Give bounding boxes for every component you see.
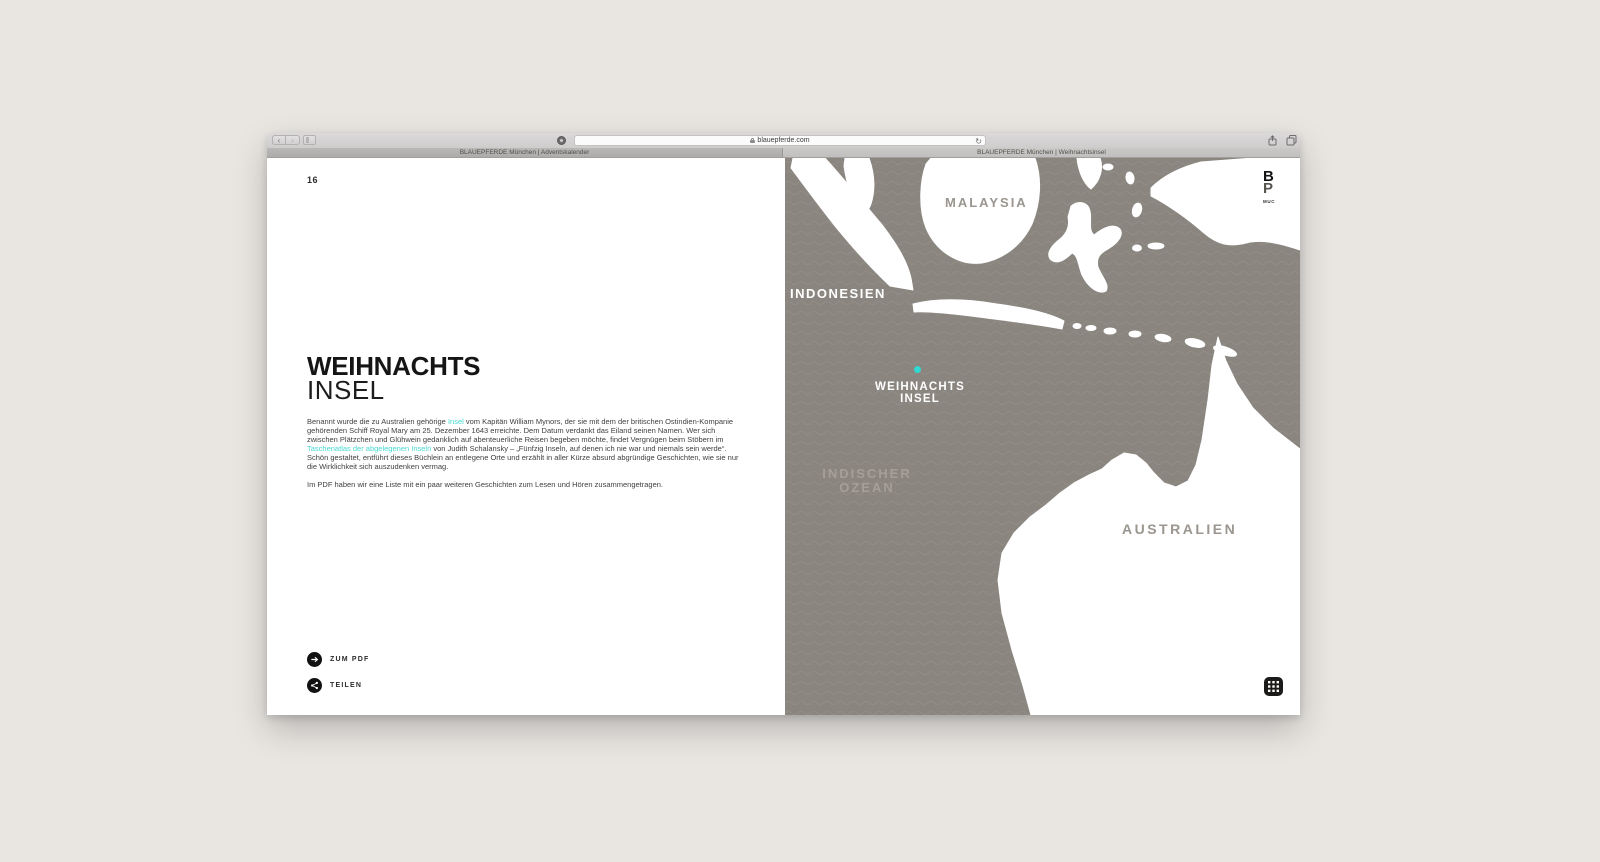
page-title-line1: WEIHNACHTS <box>307 351 481 381</box>
island-label-line1: WEIHNACHTS <box>875 381 965 393</box>
island-marker[interactable] <box>914 366 921 373</box>
extension-icon[interactable] <box>557 136 566 145</box>
tab-bar <box>267 148 1300 158</box>
browser-toolbar <box>267 133 1300 149</box>
tab-title: BLAUEPFERDE München | Adventskalender <box>459 149 590 156</box>
ocean-label-line2: OZEAN <box>839 479 895 495</box>
logo-muc: MUC <box>1263 199 1276 204</box>
sidebar-toggle-icon[interactable] <box>303 135 316 145</box>
arrow-right-icon <box>307 652 322 667</box>
map-label-indischer-ozean <box>807 467 927 494</box>
map-label-weihnachtsinsel <box>840 382 1000 405</box>
tab-overview-icon[interactable] <box>1286 135 1297 146</box>
share-icon[interactable] <box>1267 135 1278 146</box>
map-label-australien: AUSTRALIEN <box>1122 521 1238 537</box>
tab-title: BLAUEPFERDE München | Weihnachtsinsel <box>977 149 1106 156</box>
zum-pdf-label: ZUM PDF <box>330 656 370 663</box>
nav-button-group <box>272 135 300 145</box>
page-title <box>307 351 481 405</box>
reload-icon[interactable]: ↻ <box>975 137 982 146</box>
article-paragraph-1 <box>307 417 745 471</box>
island-label-line2: INSEL <box>900 392 940 405</box>
tab-weihnachtsinsel[interactable] <box>783 148 1300 157</box>
paragraph-text: von Judith Schalansky – „Fünfzig Inseln, auf denen ich nie war und niemals sein werde“. Schön gestaltet, entführt dieses Büchlein an entlegene Orte und erzählt in aller Kürze absurd abgründige Geschichten, wie sie nur die Wirklichkeit sich auszudenken vermag. <box>307 444 739 471</box>
logo-letter-p: P <box>1263 180 1274 197</box>
share-nodes-icon <box>307 678 322 693</box>
back-button[interactable]: ‹ <box>272 135 286 145</box>
logo-letter-b: B <box>1263 168 1274 185</box>
webpage-content <box>267 158 1300 715</box>
insel-link[interactable]: Insel <box>447 417 464 426</box>
paragraph-text: vom Kapitän William Mynors, der sie mit dem der britischen Ostindien-Kompanie gehörenden Schiff Royal Mary am 25. Dezember 1643 erreichte. Dem Datum verdankt das Eiland seinen Namen. Wer sich zwischen Plätzchen und Glühwein gedanklich auf abenteuerliche Reisen begeben möchte, findet Vergnügen beim Stöbern im <box>307 417 734 444</box>
map-label-indonesien: INDONESIEN <box>790 286 886 301</box>
zum-pdf-button[interactable] <box>307 652 370 667</box>
lock-icon <box>750 138 755 143</box>
taschenatlas-link[interactable]: Taschenatlas der abgelegenen Inseln <box>307 444 432 453</box>
article-paragraph-2: Im PDF haben wir eine Liste mit ein paar weiteren Geschichten zum Lesen und Hören zusammengetragen. <box>307 480 664 489</box>
forward-button[interactable]: › <box>286 135 300 145</box>
article-body <box>307 417 745 489</box>
page-title-line2: INSEL <box>307 375 385 405</box>
url-text: blauepferde.com <box>757 137 810 144</box>
map-graphic <box>785 158 1300 715</box>
teilen-button[interactable] <box>307 678 362 693</box>
bp-muc-logo <box>1263 168 1276 208</box>
grid-menu-button[interactable] <box>1264 677 1283 696</box>
grid-icon <box>1267 680 1280 693</box>
ocean-label-line1: INDISCHER <box>822 466 912 481</box>
tab-adventskalender[interactable] <box>267 148 783 157</box>
teilen-label: TEILEN <box>330 682 363 689</box>
url-bar[interactable] <box>574 135 986 146</box>
paragraph-text: Benannt wurde die zu Australien gehörige <box>307 417 448 426</box>
map-panel <box>785 158 1300 715</box>
browser-window <box>267 133 1300 715</box>
map-label-malaysia: MALAYSIA <box>945 195 1028 210</box>
page-number: 16 <box>307 175 319 185</box>
article-panel <box>267 158 785 715</box>
